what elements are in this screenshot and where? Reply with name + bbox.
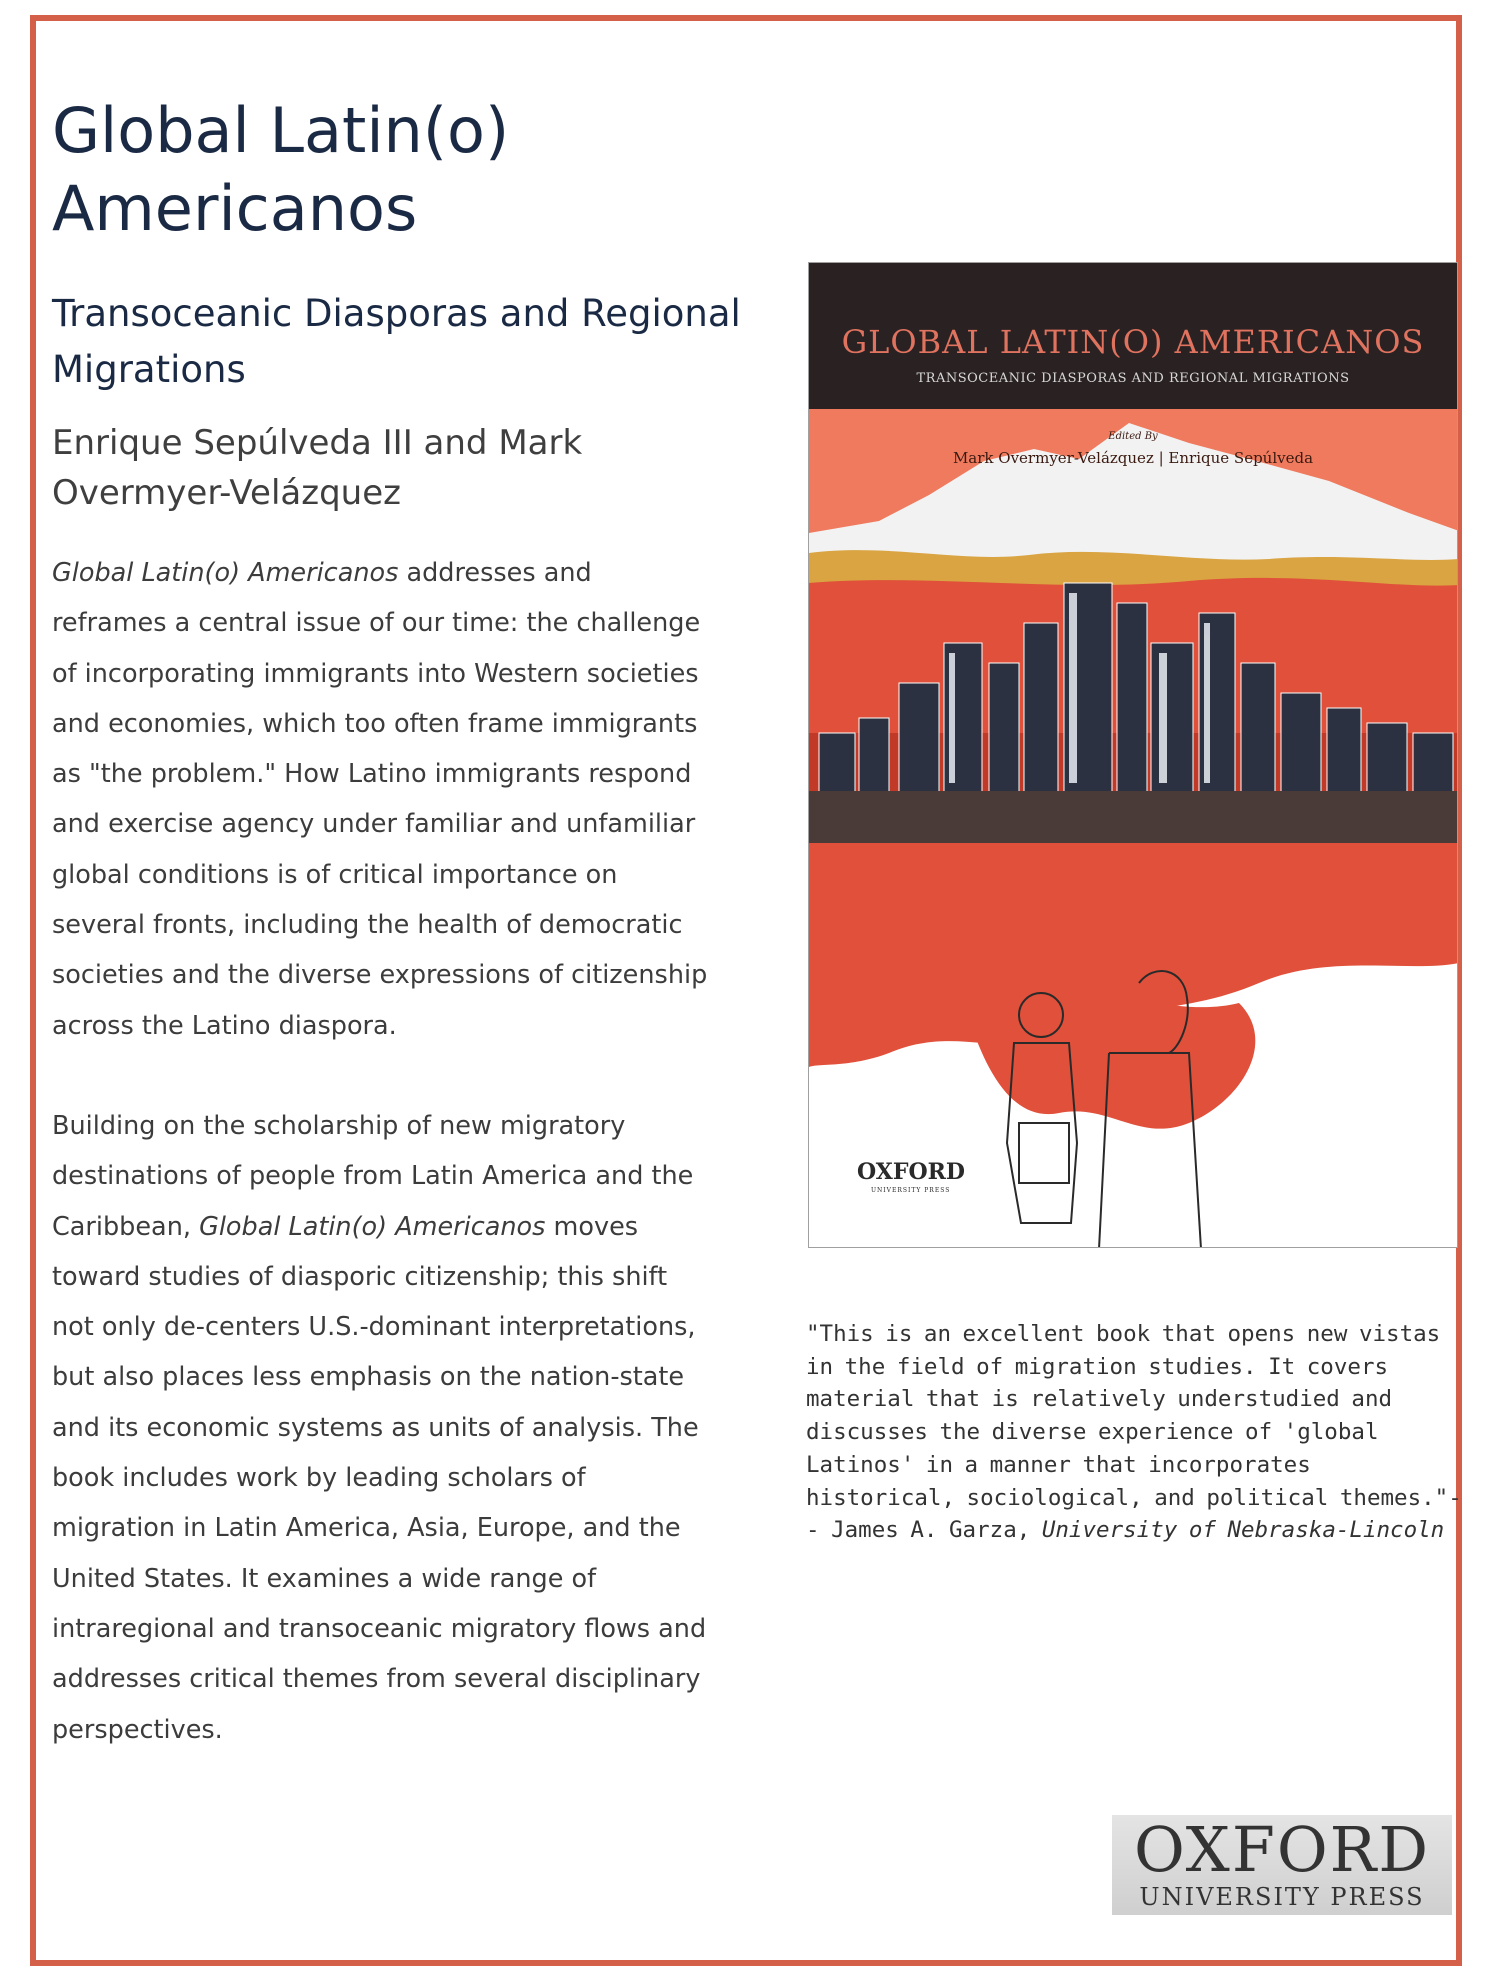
cover-editors: Mark Overmyer-Velázquez | Enrique Sepúlveda — [952, 449, 1314, 467]
book-cover-image — [808, 262, 1458, 1248]
description-text: addresses and reframes a central issue of our time: the challenge of incorporating immigrants into Western societies and economies, which too often frame immigrants as "the problem." How Latino immigrants respond and exercise agency under familiar and unfamiliar global conditions is of critical importance on several fronts, including the health of democratic societies and the diverse expressions of citizenship across the Latino diaspora. — [52, 558, 708, 1041]
description-title-italic: Global Latin(o) Americanos — [52, 558, 399, 588]
cover-publisher-sub: UNIVERSITY PRESS — [871, 1187, 951, 1194]
cover-subtitle: TRANSOCEANIC DIASPORAS AND REGIONAL MIGRATIONS — [916, 371, 1350, 386]
cover-edited-by: Edited By — [1108, 431, 1158, 442]
logo-line-2: UNIVERSITY PRESS — [1139, 1883, 1425, 1911]
book-authors: Enrique Sepúlveda III and Mark Overmyer-Velázquez — [52, 423, 583, 513]
description-text: Building on the scholarship of new migratory destinations of people from Latin America and the Caribbean, — [52, 1110, 694, 1242]
book-title: Global Latin(o) Americanos — [52, 94, 510, 245]
book-description — [52, 548, 712, 1755]
endorsement-quote — [806, 1318, 1466, 1547]
logo-line-1: OXFORD — [1133, 1813, 1431, 1886]
description-title-italic: Global Latin(o) Americanos — [199, 1211, 546, 1242]
description-paragraph-2 — [52, 1101, 712, 1755]
description-text: moves toward studies of diasporic citizenship; this shift not only de-centers U.S.-dominant interpretations, but also places less emphasis on the nation-state and its economic systems as units of analysis. The book includes work by leading scholars of migration in Latin America, Asia, Europe, and the United States. It examines a wide range of intraregional and transoceanic migratory flows and addresses critical themes from several disciplinary perspectives. — [52, 1211, 707, 1745]
book-subtitle: Transoceanic Diasporas and Regional Migrations — [52, 292, 741, 391]
description-paragraph-1 — [52, 548, 712, 1051]
oxford-university-press-logo — [1112, 1815, 1452, 1915]
quote-affiliation: University of Nebraska-Lincoln — [1041, 1517, 1445, 1544]
cover-publisher: OXFORD — [857, 1159, 965, 1185]
cover-illustration — [809, 263, 1458, 1248]
cover-title: GLOBAL LATIN(O) AMERICANOS — [841, 323, 1425, 361]
quote-text: "This is an excellent book that opens new vistas in the field of migration studies. It covers material that is relatively understudied and discusses the diverse experience of 'global Latinos' in a manner that incorporates historical, sociological, and political themes."-- James A. Garza, — [806, 1321, 1462, 1544]
